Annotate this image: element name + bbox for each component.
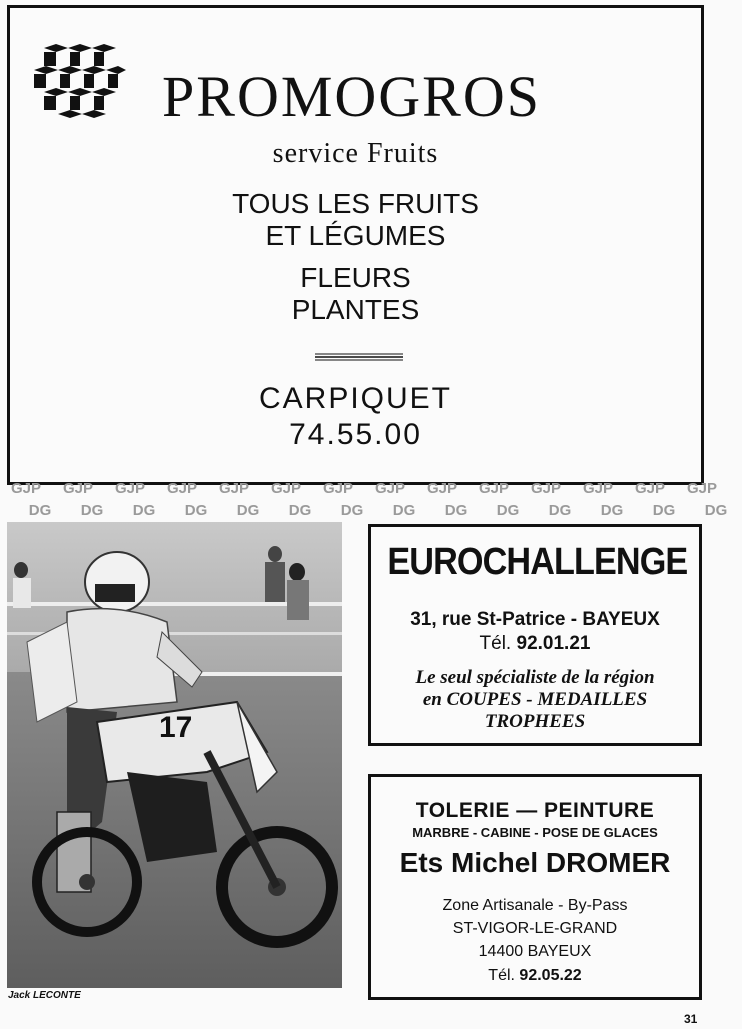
watermark-gjp-7: GJP <box>374 480 405 497</box>
watermark-gjp-1: GJP <box>62 480 93 497</box>
watermark-dg-0: DG <box>28 502 52 519</box>
eurochallenge-phone-line <box>371 633 699 655</box>
watermark-row-bottom <box>14 502 742 519</box>
watermark-dg-5: DG <box>288 502 312 519</box>
watermark-gjp-5: GJP <box>270 480 301 497</box>
watermark-gjp-12: GJP <box>634 480 665 497</box>
watermark-gjp-13: GJP <box>686 480 717 497</box>
promo-line-legumes: ET LÉGUMES <box>265 220 446 251</box>
promogros-title: PROMOGROS <box>162 64 541 129</box>
dromer-subtitle: MARBRE - CABINE - POSE DE GLACES <box>412 825 658 840</box>
watermark-dg-12: DG <box>652 502 676 519</box>
watermark-dg-4: DG <box>236 502 260 519</box>
eurochallenge-slogan-1: Le seul spécialiste de la région <box>415 667 655 688</box>
watermark-dg-1: DG <box>80 502 104 519</box>
watermark-strip <box>0 476 728 522</box>
watermark-gjp-9: GJP <box>478 480 509 497</box>
promogros-city: CARPIQUET <box>258 382 453 415</box>
watermark-gjp-8: GJP <box>426 480 457 497</box>
dromer-address-3: 14400 BAYEUX <box>478 943 592 960</box>
promogros-ad <box>7 5 704 485</box>
decorative-rule <box>315 351 403 363</box>
eurochallenge-slogan-2: en COUPES - MEDAILLES <box>422 689 648 710</box>
dromer-name: Ets Michel DROMER <box>399 847 671 878</box>
watermark-row-top <box>0 480 728 497</box>
motocross-rider-illustration <box>7 522 342 988</box>
photo-credit: Jack LECONTE <box>8 990 81 1001</box>
dromer-address-1: Zone Artisanale - By-Pass <box>442 897 628 914</box>
watermark-dg-9: DG <box>496 502 520 519</box>
watermark-gjp-2: GJP <box>114 480 145 497</box>
dromer-title: TOLERIE — PEINTURE <box>415 799 655 822</box>
watermark-dg-10: DG <box>548 502 572 519</box>
eurochallenge-title: EUROCHALLENGE <box>387 541 688 583</box>
eurochallenge-phone: 92.01.21 <box>516 633 591 654</box>
watermark-gjp-4: GJP <box>218 480 249 497</box>
dromer-ad <box>368 774 702 1000</box>
promogros-cube-logo-icon <box>34 44 126 122</box>
watermark-dg-6: DG <box>340 502 364 519</box>
watermark-dg-13: DG <box>704 502 728 519</box>
eurochallenge-address: 31, rue St-Patrice - BAYEUX <box>410 609 660 630</box>
promo-line-fleurs: FLEURS <box>300 262 411 293</box>
promo-line-fruits: TOUS LES FRUITS <box>232 188 479 219</box>
dromer-phone-line <box>371 967 699 985</box>
promogros-phone: 74.55.00 <box>289 418 422 451</box>
watermark-gjp-3: GJP <box>166 480 197 497</box>
bib-number: 17 <box>159 711 193 744</box>
watermark-dg-8: DG <box>444 502 468 519</box>
watermark-gjp-11: GJP <box>582 480 613 497</box>
dromer-phone: 92.05.22 <box>519 967 582 984</box>
watermark-dg-2: DG <box>132 502 156 519</box>
watermark-gjp-0: GJP <box>10 480 41 497</box>
eurochallenge-ad <box>368 524 702 746</box>
promo-line-plantes: PLANTES <box>291 294 420 325</box>
dromer-phone-label: Tél. <box>488 967 515 984</box>
promogros-subtitle: service Fruits <box>272 138 439 169</box>
watermark-dg-7: DG <box>392 502 416 519</box>
watermark-gjp-10: GJP <box>530 480 561 497</box>
watermark-gjp-6: GJP <box>322 480 353 497</box>
dromer-address-2: ST-VIGOR-LE-GRAND <box>452 920 618 937</box>
watermark-dg-11: DG <box>600 502 624 519</box>
eurochallenge-slogan-3: TROPHEES <box>484 711 586 732</box>
page-number: 31 <box>684 1012 698 1026</box>
eurochallenge-phone-label: Tél. <box>479 633 512 654</box>
watermark-dg-3: DG <box>184 502 208 519</box>
motocross-photo <box>7 522 342 988</box>
